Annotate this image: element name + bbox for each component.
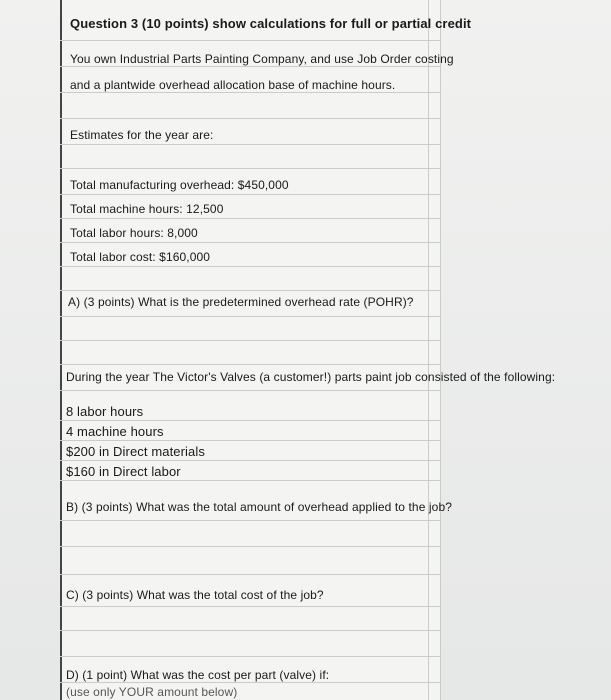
job-item-direct-labor: $160 in Direct labor	[66, 464, 181, 479]
question-c: C) (3 points) What was the total cost of the job?	[66, 588, 324, 602]
grid-row-line	[60, 390, 440, 391]
grid-row-line	[60, 218, 440, 219]
grid-row-line	[60, 606, 440, 607]
job-item-labor-hours: 8 labor hours	[66, 404, 144, 419]
grid-row-line	[60, 364, 440, 365]
intro-line-1: You own Industrial Parts Painting Company, and use Job Order costing	[70, 52, 454, 66]
sheet-left-border	[60, 0, 62, 700]
estimate-machine-hours: Total machine hours: 12,500	[70, 202, 224, 216]
grid-row-line	[60, 460, 440, 461]
grid-row-line	[60, 290, 440, 291]
grid-row-line	[60, 682, 440, 683]
question-d: D) (1 point) What was the cost per part (valve) if:	[66, 668, 330, 682]
estimate-overhead: Total manufacturing overhead: $450,000	[70, 178, 289, 192]
grid-row-line	[60, 118, 440, 119]
grid-row-line	[60, 340, 440, 341]
grid-row-line	[60, 546, 440, 547]
grid-row-line	[60, 144, 440, 145]
grid-row-line	[60, 420, 440, 421]
grid-row-line	[60, 656, 440, 657]
grid-row-line	[60, 92, 440, 93]
intro-line-2: and a plantwide overhead allocation base of machine hours.	[70, 78, 396, 92]
grid-row-line	[60, 194, 440, 195]
question-a: A) (3 points) What is the predetermined overhead rate (POHR)?	[68, 295, 414, 309]
grid-row-line	[60, 574, 440, 575]
job-item-machine-hours: 4 machine hours	[66, 424, 164, 439]
grid-row-line	[60, 266, 440, 267]
grid-row-line	[60, 40, 440, 41]
grid-row-line	[60, 168, 440, 169]
question-title: Question 3 (10 points) show calculations for full or partial credit	[70, 16, 472, 31]
job-item-direct-materials: $200 in Direct materials	[66, 444, 205, 459]
grid-row-line	[60, 440, 440, 441]
estimates-heading: Estimates for the year are:	[70, 128, 214, 142]
grid-column-line	[428, 0, 429, 700]
grid-row-line	[60, 480, 440, 481]
question-b: B) (3 points) What was the total amount of overhead applied to the job?	[66, 500, 452, 514]
grid-row-line	[60, 520, 440, 521]
grid-row-line	[60, 630, 440, 631]
estimate-labor-cost: Total labor cost: $160,000	[70, 250, 211, 264]
question-d-note: (use only YOUR amount below)	[66, 685, 238, 699]
grid-column-line	[440, 0, 441, 700]
grid-row-line	[60, 66, 440, 67]
estimate-labor-hours: Total labor hours: 8,000	[70, 226, 198, 240]
grid-row-line	[60, 242, 440, 243]
job-intro: During the year The Victor's Valves (a customer!) parts paint job consisted of the following:	[66, 370, 556, 384]
grid-row-line	[60, 316, 440, 317]
